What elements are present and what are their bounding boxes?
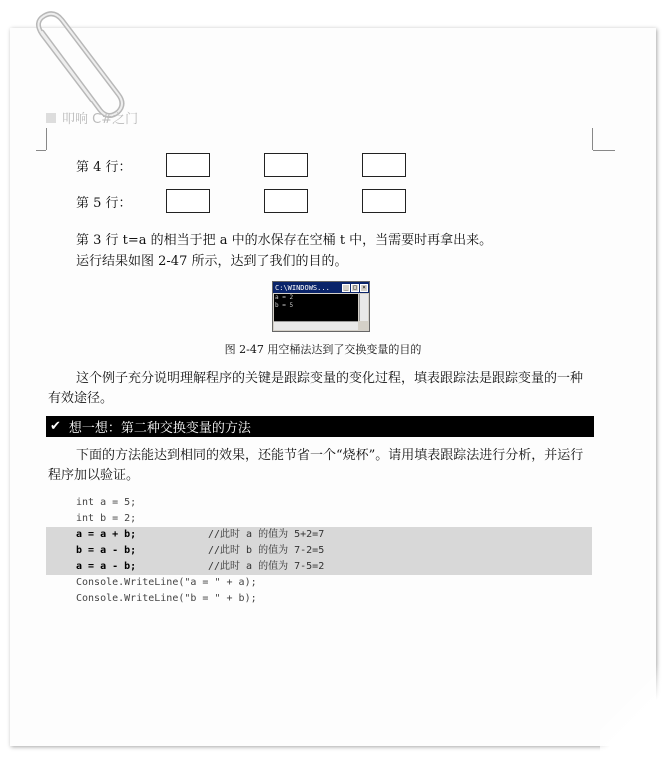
running-header [46, 108, 138, 127]
section-bar [46, 416, 594, 437]
page-curl [600, 650, 668, 758]
close-icon[interactable]: × [360, 284, 368, 292]
paragraph: 第 3 行 t=a 的相当于把 a 中的水保存在空桶 t 中，当需要时再拿出来。 [76, 233, 493, 248]
code-line: int a = 5; [76, 497, 137, 508]
header-square-icon [46, 113, 56, 123]
code-line: Console.WriteLine("b = " + b); [76, 593, 257, 604]
horizontal-scrollbar[interactable] [274, 321, 358, 330]
trace-cell [264, 189, 308, 213]
vertical-scrollbar[interactable] [359, 294, 368, 321]
code-line-highlighted: b = a - b; //此时 b 的值为 7-2=5 [46, 543, 592, 559]
row-label: 第 5 行： [76, 195, 132, 211]
section-title: 想一想：第二种交换变量的方法 [68, 421, 251, 436]
checkmark-icon: ✔ [50, 419, 61, 434]
console-line: a = 2 [275, 294, 294, 301]
trace-cell [264, 153, 308, 177]
trace-row-5 [76, 189, 460, 213]
console-line: b = 5 [275, 302, 294, 309]
code-block [76, 495, 592, 607]
crop-mark [592, 128, 593, 150]
trace-row-4 [76, 153, 460, 177]
trace-cell [362, 189, 406, 213]
figure-caption: 图 2-47 用空桶法达到了交换变量的目的 [224, 343, 422, 356]
console-window [272, 281, 370, 332]
crop-mark [36, 150, 46, 151]
maximize-icon[interactable]: □ [351, 284, 359, 292]
code-line: int b = 2; [76, 513, 137, 524]
trace-cell [166, 153, 210, 177]
paragraph: 这个例子充分说明理解程序的关键是跟踪变量的变化过程，填表跟踪法是跟踪变量的一种有效途径。 [48, 371, 584, 406]
minimize-icon[interactable]: _ [342, 284, 350, 292]
crop-mark [46, 128, 47, 150]
code-line: Console.WriteLine("a = " + a); [76, 577, 257, 588]
paperclip-icon [22, 2, 132, 122]
console-titlebar [273, 282, 369, 293]
header-title: 叩响 C#之门 [62, 112, 139, 127]
code-line-highlighted: a = a - b; //此时 a 的值为 7-5=2 [46, 559, 592, 575]
paragraph: 运行结果如图 2-47 所示，达到了我们的目的。 [76, 254, 348, 269]
crop-mark [593, 150, 615, 151]
row-label: 第 4 行： [76, 159, 132, 175]
trace-cell [166, 189, 210, 213]
paragraph: 下面的方法能达到相同的效果，还能节省一个“烧杯”。请用填表跟踪法进行分析，并运行程序加以验证。 [48, 448, 584, 483]
trace-cell [362, 153, 406, 177]
code-line-highlighted: a = a + b; //此时 a 的值为 5+2=7 [46, 527, 592, 543]
console-output [274, 294, 358, 321]
console-title: C:\WINDOWS... [275, 283, 330, 292]
